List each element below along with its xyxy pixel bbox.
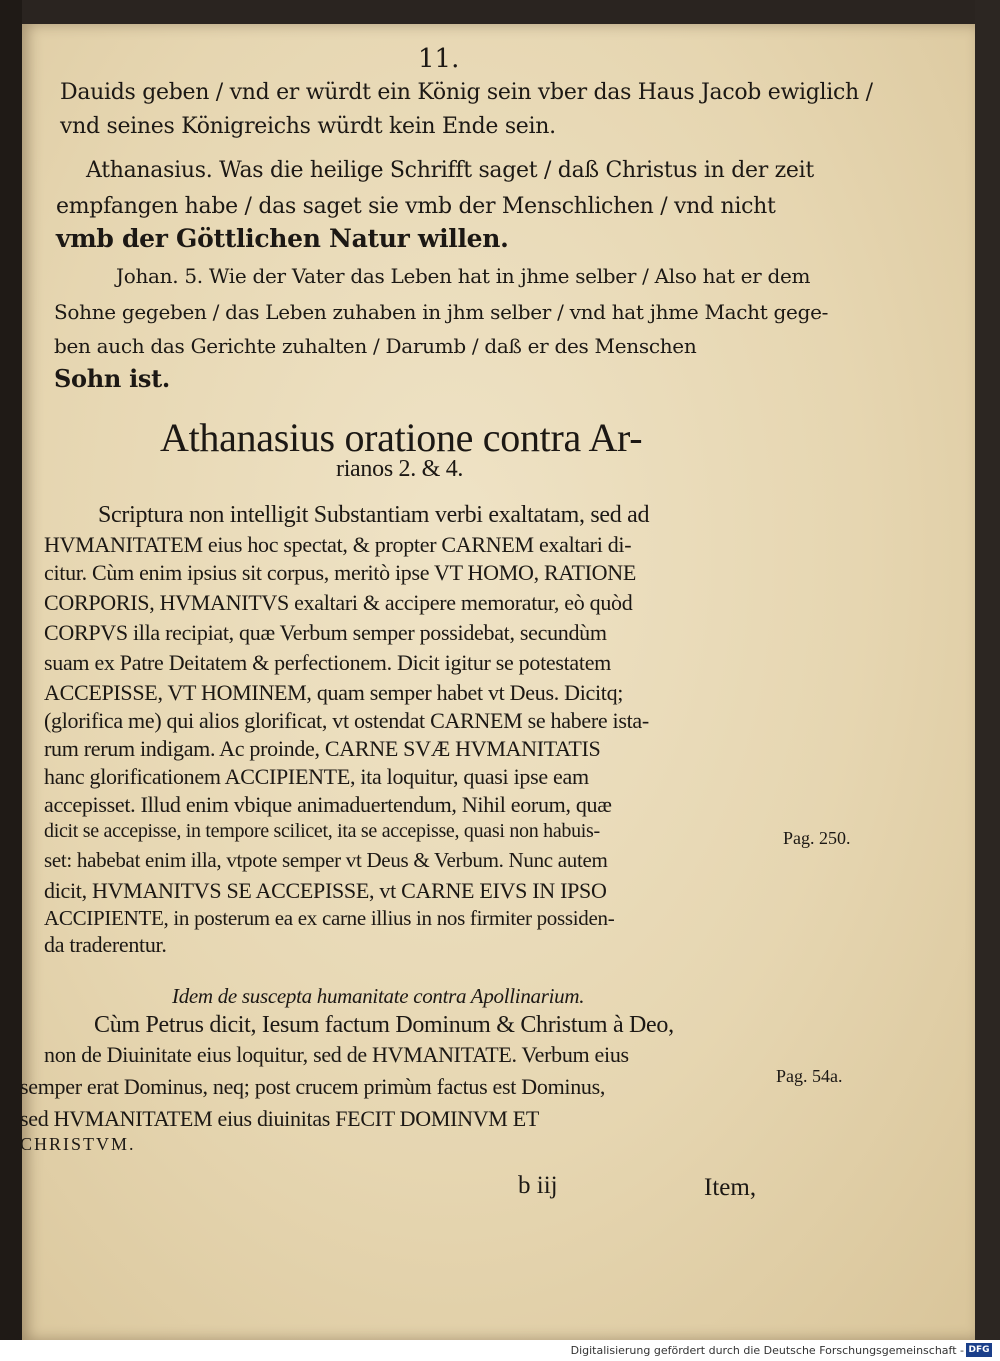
latin-line-8: (glorifica me) qui alios glorificat, vt ostendat CARNEM se habere ista- xyxy=(44,708,649,733)
scan-border-right xyxy=(975,0,1000,1340)
latin-line-12: dicit se accepisse, in tempore scilicet, ita se accepisse, quasi non habuis- xyxy=(44,820,600,842)
section-subheading: rianos 2. & 4. xyxy=(336,456,464,482)
latin-line-6: suam ex Patre Deitatem & perfectionem. Dicit igitur se potestatem xyxy=(44,650,611,675)
margin-note-page-250: Pag. 250. xyxy=(783,828,851,848)
scan-border-left xyxy=(0,0,22,1340)
latin-line-3: citur. Cùm enim ipsius sit corpus, meritò ipse VT HOMO, RATIONE xyxy=(44,560,636,585)
latin-line-4: CORPORIS, HVMANITVS exaltari & accipere memoratur, eò quòd xyxy=(44,590,633,615)
petrus-line-2: non de Diuinitate eius loquitur, sed de HVMANITATE. Verbum eius xyxy=(44,1042,629,1067)
latin-line-14: dicit, HVMANITVS SE ACCEPISSE, vt CARNE EIVS IN IPSO xyxy=(44,878,607,903)
section-heading: Athanasius oratione contra Ar- xyxy=(160,415,643,460)
latin-line-1: Scriptura non intelligit Substantiam verbi exaltatam, sed ad xyxy=(98,502,650,528)
margin-note-page-54: Pag. 54a. xyxy=(776,1066,843,1086)
digitization-credit: Digitalisierung gefördert durch die Deutsche Forschungsgemeinschaft - xyxy=(570,1344,964,1357)
latin-line-9: rum rerum indigam. Ac proinde, CARNE SVÆ HVMANITATIS xyxy=(44,736,601,761)
petrus-line-1: Cùm Petrus dicit, Iesum factum Dominum & Christum à Deo, xyxy=(94,1012,674,1038)
latin-line-7: ACCEPISSE, VT HOMINEM, quam semper habet vt Deus. Dicitq; xyxy=(44,680,624,705)
signature-mark: b iij xyxy=(518,1172,558,1199)
latin-line-5: CORPVS illa recipiat, quæ Verbum semper possidebat, secundùm xyxy=(44,620,607,645)
johan-line-1: Johan. 5. Wie der Vater das Leben hat in jhme selber / Also hat er dem xyxy=(116,264,811,288)
latin-line-16: da traderentur. xyxy=(44,932,167,957)
athanasius-line-2: empfangen habe / das saget sie vmb der Menschlichen / vnd nicht xyxy=(56,194,776,219)
german-line-2: vnd seines Königreichs würdt kein Ende sein. xyxy=(60,114,556,139)
athanasius-line-1: Athanasius. Was die heilige Schrifft saget / daß Christus in der zeit xyxy=(86,158,814,183)
dfg-logo: DFG xyxy=(966,1343,992,1357)
catchword: Item, xyxy=(704,1174,757,1201)
latin-line-11: accepisset. Illud enim vbique animaduertendum, Nihil eorum, quæ xyxy=(44,792,612,817)
german-line-1: Dauids geben / vnd er würdt ein König sein vber das Haus Jacob ewiglich / xyxy=(60,80,873,105)
johan-line-3: ben auch das Gerichte zuhalten / Darumb / daß er des Menschen xyxy=(54,334,697,358)
page-number: 11. xyxy=(418,44,460,74)
italic-subheading: Idem de suscepta humanitate contra Apollinarium. xyxy=(172,984,585,1008)
johan-line-2: Sohne gegeben / das Leben zuhaben in jhm selber / vnd hat jhme Macht gege- xyxy=(54,300,829,324)
petrus-line-3: semper erat Dominus, neq; post crucem primùm factus est Dominus, xyxy=(20,1074,606,1099)
johan-line-4: Sohn ist. xyxy=(54,364,170,393)
scan-border-top xyxy=(0,0,1000,24)
petrus-line-5: CHRISTVM. xyxy=(20,1134,136,1154)
latin-line-13: set: habebat enim illa, vtpote semper vt Deus & Verbum. Nunc autem xyxy=(44,848,608,872)
athanasius-line-3: vmb der Göttlichen Natur willen. xyxy=(56,224,509,253)
latin-line-15: ACCIPIENTE, in posterum ea ex carne illius in nos firmiter possiden- xyxy=(44,906,615,930)
latin-line-10: hanc glorificationem ACCIPIENTE, ita loquitur, quasi ipse eam xyxy=(44,764,589,789)
petrus-line-4: sed HVMANITATEM eius diuinitas FECIT DOMINVM ET xyxy=(20,1106,540,1131)
latin-line-2: HVMANITATEM eius hoc spectat, & propter CARNEM exaltari di- xyxy=(44,532,632,557)
